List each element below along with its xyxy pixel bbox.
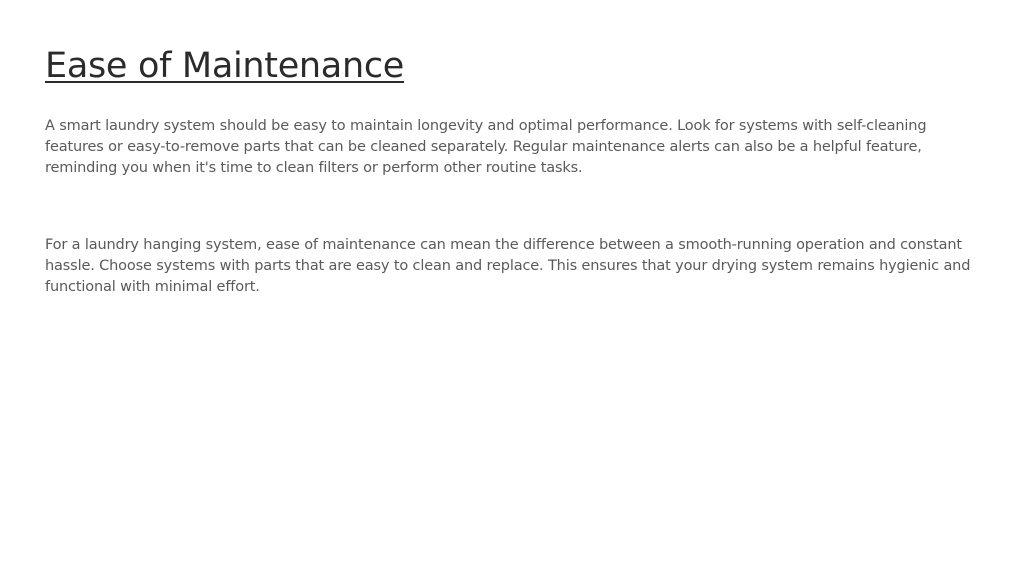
slide-title: Ease of Maintenance: [45, 46, 405, 86]
paragraph-hanging-system: For a laundry hanging system, ease of maintenance can mean the difference between a smooth-running operation and constant hassle. Choose systems with parts that are easy to clean and replace. This ensures that your drying system remains hygienic and functional with minimal effort.: [45, 237, 971, 295]
paragraph-smart-laundry: A smart laundry system should be easy to maintain longevity and optimal performance. Look for systems with self-cleaning features or easy-to-remove parts that can be cleaned separately. Regular maintenance alerts can also be a helpful feature, reminding you when it's time to clean filters or perform other routine tasks.: [45, 118, 927, 176]
